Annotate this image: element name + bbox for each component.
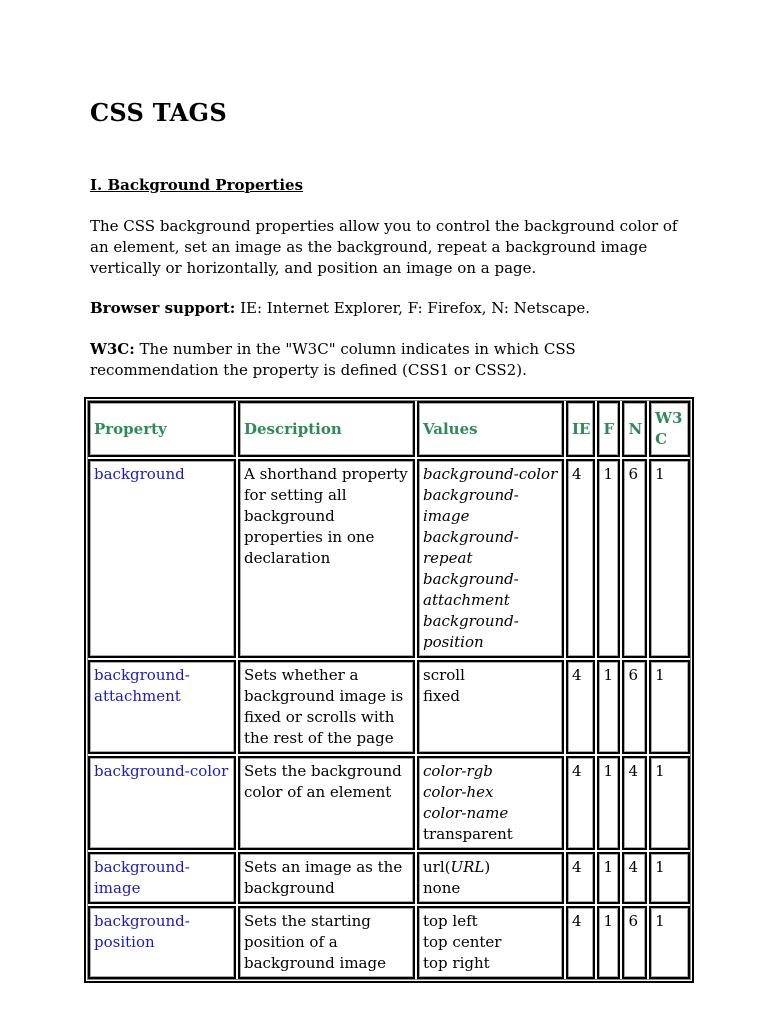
header-w3c: W3C	[649, 401, 690, 457]
w3c-paragraph	[90, 339, 690, 381]
intro-paragraph: The CSS background properties allow you to control the background color of an element, set an image as the background, repeat a background image vertically or horizontally, and position an image on a page.	[90, 217, 678, 277]
property-link[interactable]: background-attachment	[94, 666, 190, 705]
browser-support-label: Browser support:	[90, 299, 236, 317]
cell-property	[88, 906, 236, 979]
cell-property	[88, 459, 236, 658]
cell-description: Sets the starting position of a background image	[238, 906, 415, 979]
cell-f: 1	[597, 756, 620, 850]
cell-ie: 4	[566, 660, 595, 754]
cell-n: 6	[622, 660, 647, 754]
cell-n: 4	[622, 756, 647, 850]
cell-ie: 4	[566, 756, 595, 850]
value-item: color-hex	[423, 783, 494, 801]
value-item: transparent	[423, 825, 513, 843]
cell-description: A shorthand property for setting all background properties in one declaration	[238, 459, 415, 658]
w3c-label: W3C:	[90, 340, 135, 358]
property-link[interactable]: background-color	[94, 762, 229, 780]
table-body	[88, 459, 690, 979]
cell-ie: 4	[566, 906, 595, 979]
cell-property	[88, 660, 236, 754]
cell-w3c: 1	[649, 852, 690, 904]
cell-f: 1	[597, 906, 620, 979]
value-item: color-name	[423, 804, 509, 822]
header-f: F	[597, 401, 620, 457]
value-item: top center	[423, 933, 502, 951]
cell-description: Sets whether a background image is fixed or scrolls with the rest of the page	[238, 660, 415, 754]
table-row	[88, 852, 690, 904]
cell-w3c: 1	[649, 459, 690, 658]
cell-values	[417, 906, 564, 979]
value-item: background-position	[423, 612, 519, 651]
browser-support-text: IE: Internet Explorer, F: Firefox, N: Netscape.	[235, 299, 590, 317]
cell-f: 1	[597, 660, 620, 754]
page-title: CSS TAGS	[90, 98, 227, 127]
property-link[interactable]: background	[94, 465, 185, 483]
property-link[interactable]: background-image	[94, 858, 190, 897]
cell-ie: 4	[566, 459, 595, 658]
cell-f: 1	[597, 852, 620, 904]
header-ie: IE	[566, 401, 595, 457]
w3c-text: The number in the "W3C" column indicates in which CSS recommendation the property is defined (CSS1 or CSS2).	[90, 340, 576, 379]
background-properties-table	[84, 397, 694, 983]
cell-description: Sets the background color of an element	[238, 756, 415, 850]
cell-n: 6	[622, 906, 647, 979]
table-row	[88, 756, 690, 850]
header-values: Values	[417, 401, 564, 457]
section-heading: I. Background Properties	[90, 176, 304, 194]
cell-f: 1	[597, 459, 620, 658]
value-item: url(URL)	[423, 858, 491, 876]
cell-w3c: 1	[649, 906, 690, 979]
value-item: fixed	[423, 687, 460, 705]
cell-description: Sets an image as the background	[238, 852, 415, 904]
table-row	[88, 660, 690, 754]
cell-w3c: 1	[649, 660, 690, 754]
cell-w3c: 1	[649, 756, 690, 850]
table-row	[88, 906, 690, 979]
cell-values	[417, 660, 564, 754]
header-n: N	[622, 401, 647, 457]
browser-support-paragraph	[90, 298, 690, 319]
value-item: none	[423, 879, 461, 897]
value-item: color-rgb	[423, 762, 493, 780]
value-item: background-attachment	[423, 570, 519, 609]
cell-n: 4	[622, 852, 647, 904]
value-url-placeholder: URL	[450, 858, 485, 876]
value-item: scroll	[423, 666, 465, 684]
value-item: background-image	[423, 486, 519, 525]
header-property: Property	[88, 401, 236, 457]
cell-property	[88, 852, 236, 904]
table-row	[88, 459, 690, 658]
cell-property	[88, 756, 236, 850]
cell-values	[417, 852, 564, 904]
cell-values	[417, 756, 564, 850]
property-link[interactable]: background-position	[94, 912, 190, 951]
cell-n: 6	[622, 459, 647, 658]
value-item: background-color	[423, 465, 558, 483]
value-item: top right	[423, 954, 490, 972]
cell-ie: 4	[566, 852, 595, 904]
cell-values	[417, 459, 564, 658]
header-description: Description	[238, 401, 415, 457]
value-item: background-repeat	[423, 528, 519, 567]
value-item: top left	[423, 912, 478, 930]
table-header-row	[88, 401, 690, 457]
